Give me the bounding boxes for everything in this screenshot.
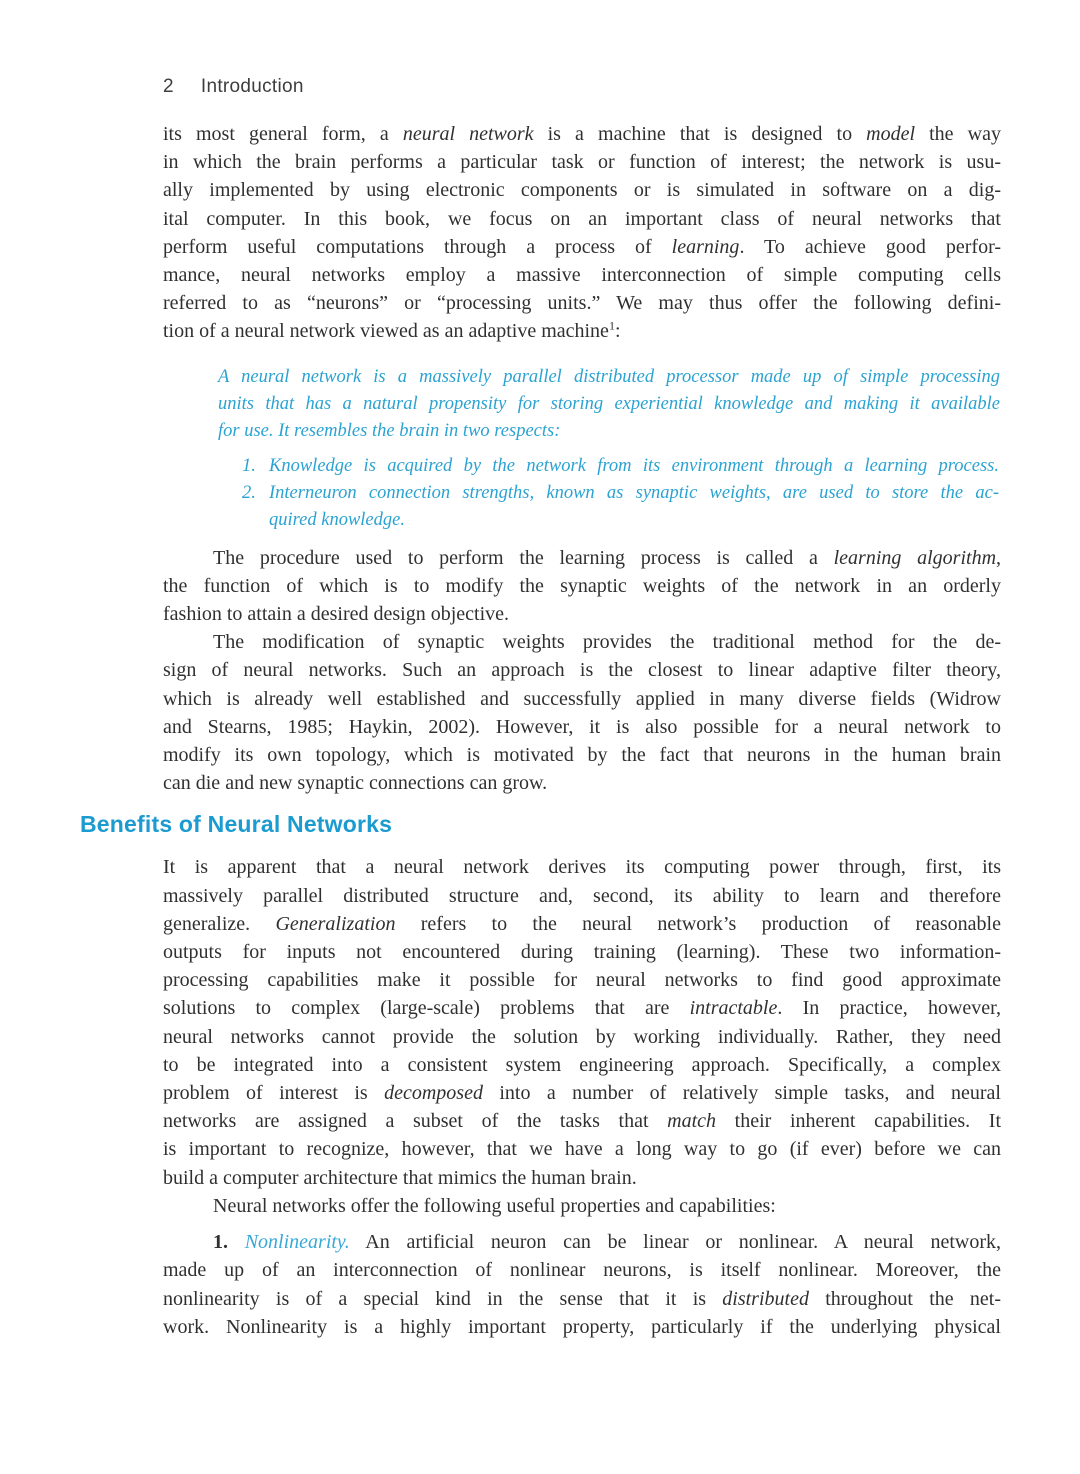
text-line: ital computer. In this book, we focus on an important class of neural networks that <box>163 207 1001 230</box>
text-line: generalize. Generalization refers to the neural network’s production of reasonable <box>163 912 1001 935</box>
text-line: neural networks cannot provide the solution by working individually. Rather, they need <box>163 1025 1001 1048</box>
text-line: nonlinearity is of a special kind in the sense that it is distributed throughout the net- <box>163 1287 1001 1310</box>
text-run: Generalization <box>275 912 396 935</box>
text-line: quired knowledge. <box>269 509 405 530</box>
text-line: The procedure used to perform the learning process is called a learning algorithm, <box>213 546 1002 569</box>
text-line: fashion to attain a desired design objective. <box>163 603 510 626</box>
section-heading: Benefits of Neural Networks <box>80 811 393 838</box>
text-line: made up of an interconnection of nonlinear neurons, is itself nonlinear. Moreover, the <box>163 1259 1001 1282</box>
text-line: 1. Nonlinearity. An artificial neuron can be linear or nonlinear. A neural network, <box>213 1231 1001 1254</box>
text-line: processing capabilities make it possible for neural networks to find good approximate <box>163 969 1001 992</box>
text-line: Neural networks offer the following useful properties and capabilities: <box>213 1194 776 1217</box>
text-line: units that has a natural propensity for storing experiential knowledge and making it available <box>218 393 1000 414</box>
text-line: work. Nonlinearity is a highly important property, particularly if the underlying physical <box>163 1315 1001 1338</box>
text-line: massively parallel distributed structure and, second, its ability to learn and therefore <box>163 884 1001 907</box>
text-line: 2. Interneuron connection strengths, known as synaptic weights, are used to store the ac- <box>269 480 999 507</box>
text-line: ally implemented by using electronic components or is simulated in software on a dig- <box>163 179 1001 202</box>
text-line: perform useful computations through a process of learning. To achieve good perfor- <box>163 235 1001 258</box>
text-line: referred to as “neurons” or “processing units.” We may thus offer the following defini- <box>163 292 1001 315</box>
text-line: networks are assigned a subset of the tasks that match their inherent capabilities. It <box>163 1110 1001 1133</box>
text-line: build a computer architecture that mimics the human brain. <box>163 1166 637 1189</box>
text-line: tion of a neural network viewed as an adaptive machine$^1$: <box>163 318 621 343</box>
page-header <box>163 76 304 98</box>
list-number: 2. <box>242 482 256 503</box>
paragraph <box>163 1228 1001 1341</box>
text-run: match <box>667 1110 717 1133</box>
text-run: learning algorithm <box>833 546 997 569</box>
text-run: intractable <box>689 997 778 1020</box>
text-line: can die and new synaptic connections can grow. <box>163 772 548 795</box>
text-line: to be integrated into a consistent system engineering approach. Specifically, a complex <box>163 1053 1001 1076</box>
text-line: problem of interest is decomposed into a number of relatively simple tasks, and neural <box>163 1082 1001 1105</box>
text-line: outputs for inputs not encountered during training (learning). These two information- <box>163 941 1001 964</box>
text-run: Nonlinearity. <box>244 1231 350 1254</box>
content <box>0 120 1080 1341</box>
paragraph <box>163 853 1001 1191</box>
text-line: is important to recognize, however, that we have a long way to go (if ever) before we can <box>163 1138 1001 1161</box>
text-line: modify its own topology, which is motivated by the fact that neurons in the human brain <box>163 744 1001 767</box>
quote-list <box>242 453 999 534</box>
list-item <box>242 480 999 534</box>
text-run: model <box>866 123 916 145</box>
chapter-title: Introduction <box>200 76 304 97</box>
quote-block <box>218 364 1000 445</box>
list-number: 1. <box>242 455 256 476</box>
text-line: sign of neural networks. Such an approach is the closest to linear adaptive filter theory, <box>163 659 1001 682</box>
paragraph <box>163 120 1001 346</box>
text-run: 1 <box>608 318 615 333</box>
text-line: 1. Knowledge is acquired by the network from its environment through a learning process. <box>269 453 999 480</box>
text-line: the function of which is to modify the synaptic weights of the network in an orderly <box>163 574 1001 597</box>
text-run: learning <box>671 235 740 258</box>
text-line: solutions to complex (large-scale) problems that are intractable. In practice, however, <box>163 997 1002 1020</box>
text-run: distributed <box>722 1287 809 1310</box>
text-line: and Stearns, 1985; Haykin, 2002). However, it is also possible for a neural network to <box>163 715 1001 738</box>
text-run: 1. <box>213 1231 228 1254</box>
text-line: A neural network is a massively parallel distributed processor made up of simple processing <box>218 366 1000 387</box>
paragraph <box>163 628 1001 797</box>
text-line: in which the brain performs a particular task or function of interest; the network is usu- <box>163 151 1001 174</box>
text-line: It is apparent that a neural network derives its computing power through, first, its <box>163 856 1001 879</box>
text-run: decomposed <box>384 1082 483 1105</box>
paragraph <box>163 1192 1001 1220</box>
page-number: 2 <box>163 76 174 97</box>
text-line: mance, neural networks employ a massive interconnection of simple computing cells <box>163 264 1001 287</box>
paragraph <box>163 544 1001 629</box>
text-line: The modification of synaptic weights provides the traditional method for the de- <box>213 631 1001 654</box>
text-line: which is already well established and successfully applied in many diverse fields (Widrow <box>163 687 1001 710</box>
text-run: neural network <box>402 123 534 145</box>
list-item <box>242 453 999 480</box>
text-line: for use. It resembles the brain in two respects: <box>218 420 561 441</box>
text-line: its most general form, a neural network is a machine that is designed to model the way <box>163 123 1001 145</box>
